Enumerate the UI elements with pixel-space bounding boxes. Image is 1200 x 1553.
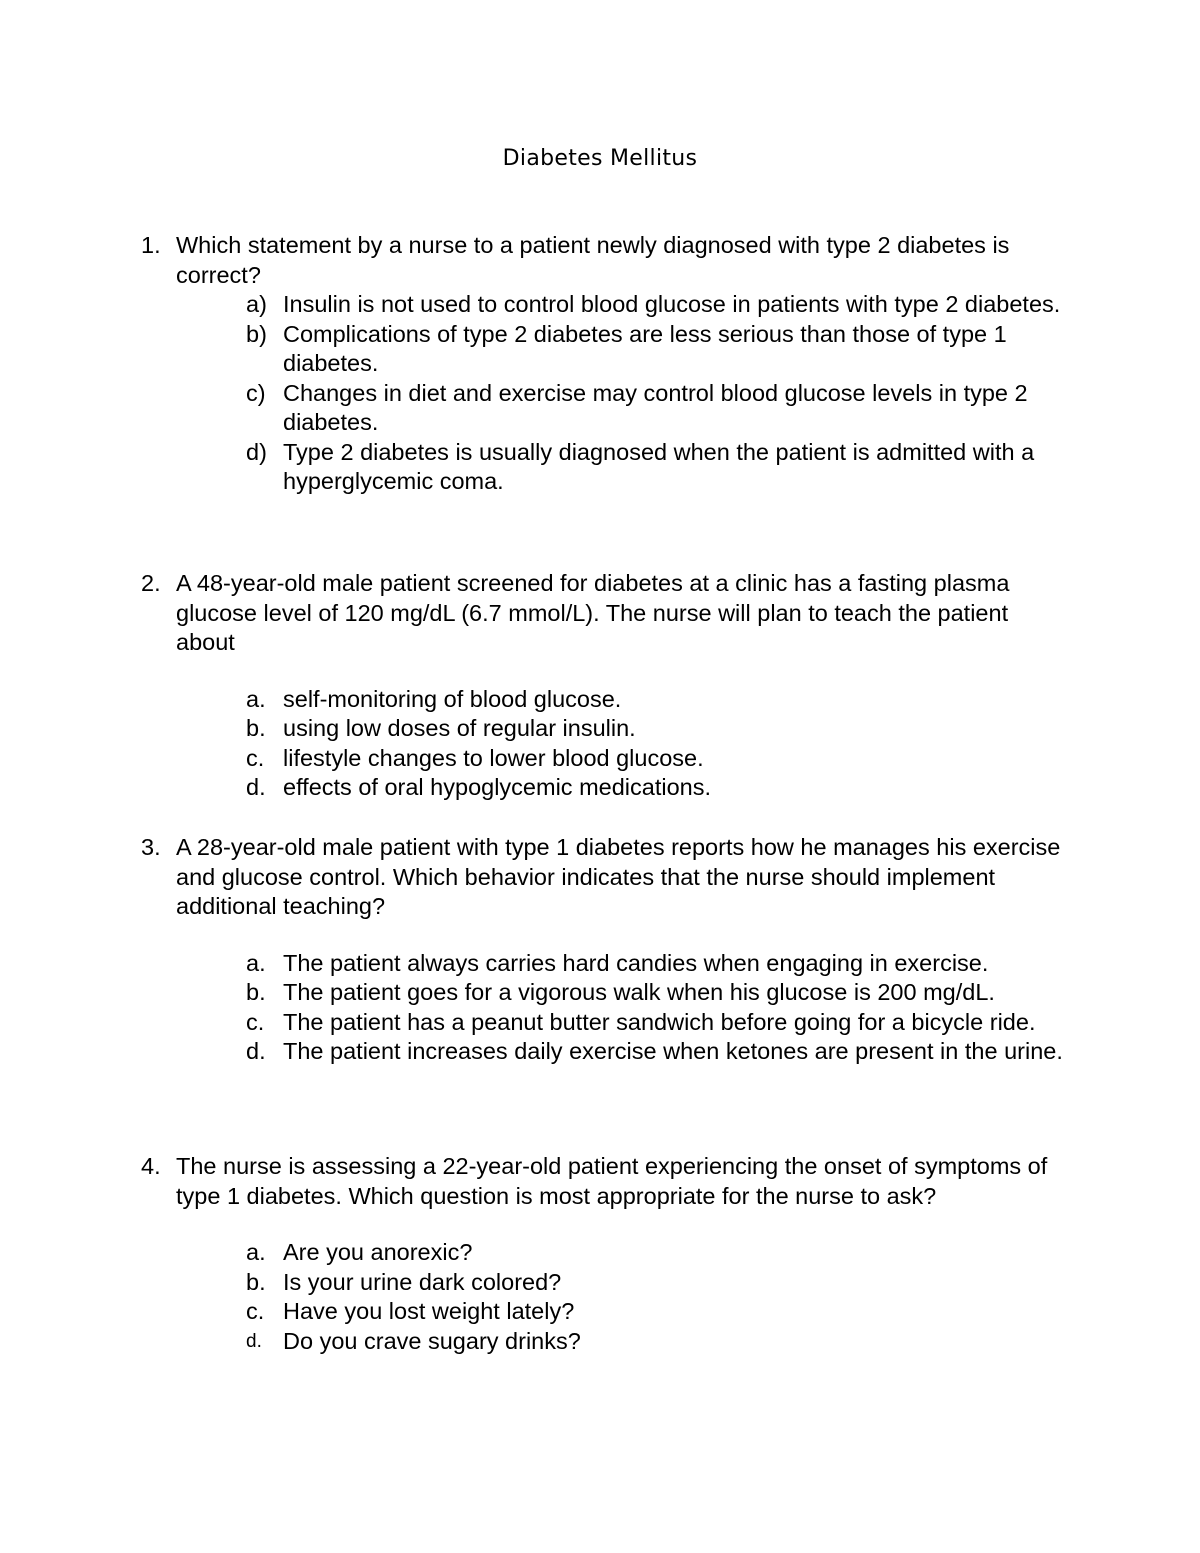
option-letter: b.: [246, 979, 266, 1005]
page-title: Diabetes Mellitus: [502, 146, 698, 171]
option-letter: b.: [246, 715, 266, 741]
question-number: 3.: [141, 834, 161, 860]
option-letter: d.: [246, 1038, 266, 1064]
option-text: Are you anorexic?: [283, 1239, 473, 1265]
option-letter: a.: [246, 949, 266, 976]
option-letter: d.: [246, 774, 266, 800]
question-2: [141, 569, 1071, 803]
option-letter: c.: [246, 1008, 265, 1035]
answer-option-a: [246, 290, 1071, 320]
question-1: [141, 231, 1071, 497]
option-text: Do you crave sugary drinks?: [283, 1327, 581, 1354]
option-text: using low doses of regular insulin.: [283, 715, 636, 741]
option-letter: b.: [246, 1268, 266, 1295]
answer-options: [246, 949, 1071, 1067]
question-stem: [141, 231, 1071, 290]
option-text: Insulin is not used to control blood glucose in patients with type 2 diabetes.: [283, 291, 1061, 317]
option-letter: a.: [246, 685, 266, 712]
option-text: Have you lost weight lately?: [283, 1298, 575, 1324]
question-text: Which statement by a nurse to a patient newly diagnosed with type 2 diabetes is correct?: [176, 232, 1010, 288]
option-text: effects of oral hypoglycemic medications.: [283, 774, 711, 800]
option-text: lifestyle changes to lower blood glucose.: [283, 744, 704, 771]
answer-options: [246, 685, 1071, 803]
question-number: 2.: [141, 570, 161, 596]
option-letter: b): [246, 320, 267, 347]
option-text: Changes in diet and exercise may control blood glucose levels in type 2 diabetes.: [283, 379, 1028, 435]
answer-option-a: [246, 685, 1071, 715]
answer-option-a: [246, 1238, 1071, 1268]
option-letter: d): [246, 438, 267, 465]
option-letter: c): [246, 379, 266, 406]
option-text: Is your urine dark colored?: [283, 1268, 562, 1295]
answer-option-d: [246, 438, 1071, 497]
option-letter: a): [246, 291, 267, 317]
option-text: The patient increases daily exercise when ketones are present in the urine.: [283, 1038, 1063, 1064]
option-letter: c.: [246, 1298, 265, 1324]
answer-option-b: [246, 978, 1071, 1008]
option-text: self-monitoring of blood glucose.: [283, 685, 622, 712]
question-text: A 48-year-old male patient screened for diabetes at a clinic has a fasting plasma glucose level of 120 mg/dL (6.7 mmol/L). The nurse will plan to teach the patient about: [176, 570, 1010, 655]
answer-options: [246, 1238, 1071, 1356]
answer-option-b: [246, 1268, 1071, 1298]
answer-option-a: [246, 949, 1071, 979]
answer-option-b: [246, 320, 1071, 379]
option-text: The patient has a peanut butter sandwich before going for a bicycle ride.: [283, 1008, 1036, 1035]
question-number: 1.: [141, 232, 161, 258]
answer-option-d: [246, 773, 1071, 803]
option-letter: c.: [246, 744, 265, 771]
question-stem: [141, 569, 1071, 658]
question-number: 4.: [141, 1153, 161, 1179]
option-letter: a.: [246, 1239, 266, 1265]
answer-option-d: [246, 1327, 1071, 1357]
answer-option-c: [246, 744, 1071, 774]
option-text: Complications of type 2 diabetes are less serious than those of type 1 diabetes.: [283, 320, 1007, 376]
question-text: The nurse is assessing a 22-year-old patient experiencing the onset of symptoms of type 1 diabetes. Which question is most appropriate for the nurse to ask?: [176, 1153, 1048, 1209]
question-4: [141, 1152, 1071, 1356]
answer-option-d: [246, 1037, 1071, 1067]
answer-option-b: [246, 714, 1071, 744]
answer-option-c: [246, 1008, 1071, 1038]
question-3: [141, 833, 1071, 1067]
question-stem: [141, 833, 1071, 922]
option-text: The patient goes for a vigorous walk when his glucose is 200 mg/dL.: [283, 979, 995, 1005]
answer-option-c: [246, 379, 1071, 438]
answer-options: [246, 290, 1071, 497]
option-text: Type 2 diabetes is usually diagnosed when the patient is admitted with a hyperglycemic coma.: [283, 438, 1035, 494]
option-text: The patient always carries hard candies when engaging in exercise.: [283, 949, 989, 976]
question-text: A 28-year-old male patient with type 1 diabetes reports how he manages his exercise and glucose control. Which behavior indicates that the nurse should implement additional teaching?: [176, 834, 1061, 919]
option-letter: d.: [246, 1330, 262, 1352]
answer-option-c: [246, 1297, 1071, 1327]
question-stem: [141, 1152, 1071, 1211]
